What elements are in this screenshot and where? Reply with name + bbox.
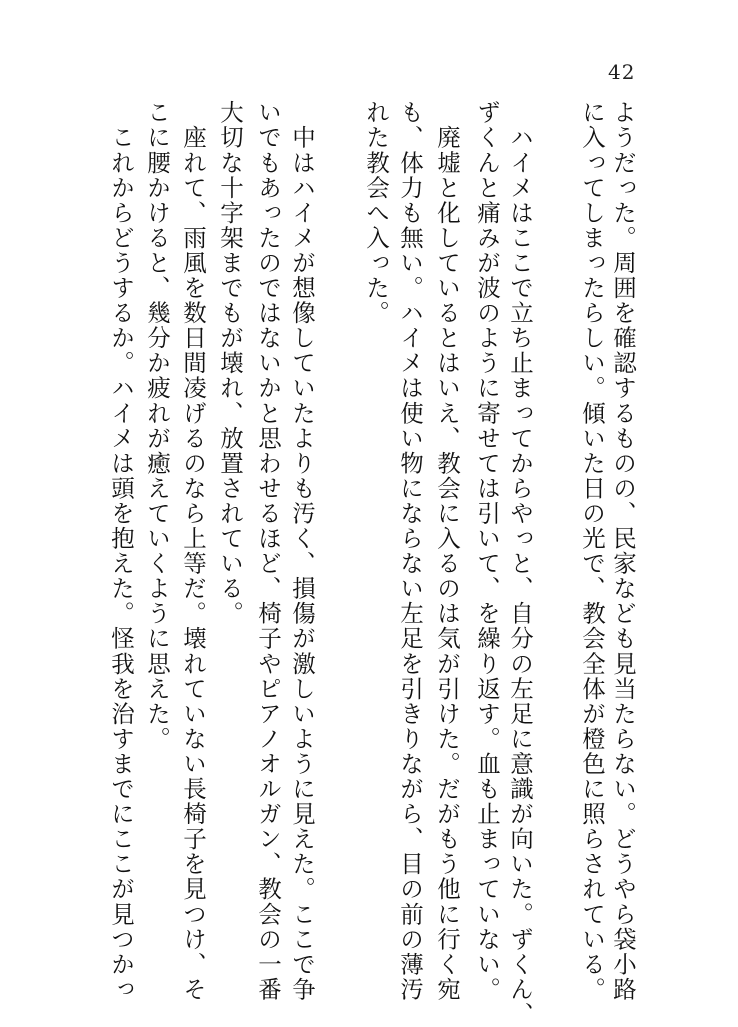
text-column-15: これからどうするか。ハイメは頭を抱えた。怪我を治すまでにここが見つかっ xyxy=(107,100,135,1002)
text-column-2: に入ってしまったらしい。傾いた日の光で、教会全体が橙色に照らされている。 xyxy=(578,100,606,1002)
text-column-3 xyxy=(538,100,574,980)
text-column-1: ようだった。周囲を確認するものの、民家なども見当たらない。どうやら袋小路 xyxy=(609,100,637,1002)
text-column-5: ずくんと痛みが波のように寄せては引いて、を繰り返す。血も止まっていない。 xyxy=(473,100,501,1002)
text-column-4: ハイメはここで立ち止まってからやっと、自分の左足に意識が向いた。ずくん、 xyxy=(506,100,534,1027)
text-column-11: いでもあったのではないかと思わせるほど、椅子やピアノオルガン、教会の一番 xyxy=(254,100,282,1002)
text-column-7: も、体力も無い。ハイメは使い物にならない左足を引きりながら、目の前の薄汚 xyxy=(396,100,424,1002)
text-column-14: こに腰かけると、幾分か疲れが癒えていくように思えた。 xyxy=(143,100,171,752)
text-column-6: 廃墟と化しているとはいえ、教会に入るのは気が引けた。だがもう他に行く宛 xyxy=(433,100,461,1002)
page-number: 42 xyxy=(608,60,636,84)
text-column-12: 大切な十字架までもが壊れ、放置されている。 xyxy=(216,100,244,627)
text-column-13: 座れて、雨風を数日間凌げるのなら上等だ。壊れていない長椅子を見つけ、そ xyxy=(179,100,207,1002)
text-column-9 xyxy=(321,100,357,980)
text-column-10: 中はハイメが想像していたよりも汚く、損傷が激しいように見えた。ここで争 xyxy=(288,100,316,1002)
text-column-8: れた教会へ入った。 xyxy=(362,100,390,326)
